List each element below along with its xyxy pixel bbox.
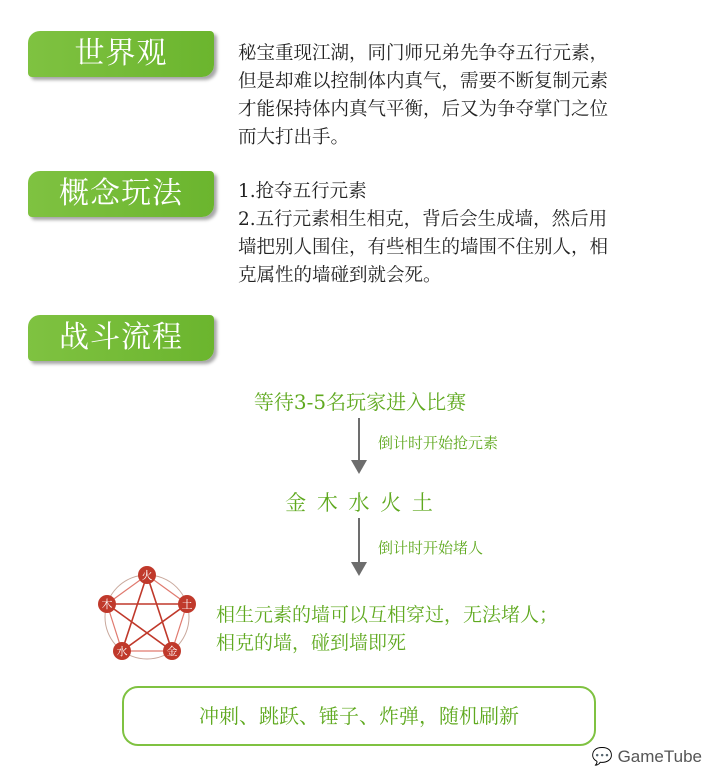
watermark [592, 747, 702, 767]
wuxing-node-label: 水 [116, 645, 128, 658]
wuxing-node-label: 金 [166, 645, 178, 658]
worldview-line: 才能保持体内真气平衡，后又为争夺掌门之位 [238, 99, 609, 120]
wuxing-restraint-star [107, 575, 187, 651]
watermark-text: GameTube [617, 747, 702, 766]
rule-line-1: 相生元素的墙可以互相穿过，无法堵人； [216, 604, 559, 626]
arrow-down-icon [351, 460, 367, 474]
concept-line: 墙把别人围住，有些相生的墙围不住别人，相 [238, 237, 609, 258]
rule-line-2: 相克的墙，碰到墙即死 [216, 632, 407, 654]
concept-line: 1.抢夺五行元素 [238, 181, 367, 202]
section-tag-worldview: 世界观 [28, 31, 214, 77]
wechat-icon: 💬 [591, 747, 613, 766]
worldview-line: 秘宝重现江湖，同门师兄弟先争夺五行元素， [238, 43, 609, 64]
wuxing-cycle-diagram [92, 562, 202, 672]
worldview-line: 而大打出手。 [238, 127, 350, 148]
concept-line: 克属性的墙碰到就会死。 [238, 265, 442, 286]
concept-line: 2.五行元素相生相克，背后会生成墙，然后用 [238, 209, 608, 230]
flow-arrow-2-label: 倒计时开始堵人 [378, 539, 484, 557]
features-text: 冲刺、跳跃、锤子、炸弹，随机刷新 [199, 704, 519, 728]
section-tag-battle: 战斗流程 [28, 315, 214, 361]
flow-arrow-1-label: 倒计时开始抢元素 [378, 434, 499, 452]
worldview-text [238, 40, 698, 152]
flow-arrow-1 [358, 418, 360, 462]
wuxing-node-label: 土 [181, 598, 193, 611]
features-box [122, 686, 596, 746]
section-tag-concept: 概念玩法 [28, 171, 214, 217]
concept-text [238, 178, 698, 290]
flow-step-elements: 金 木 水 火 土 [285, 491, 435, 515]
worldview-line: 但是却难以控制体内真气，需要不断复制元素 [238, 71, 609, 92]
flow-arrow-2 [358, 518, 360, 564]
wuxing-node-label: 火 [141, 569, 153, 582]
flow-step-wait-players: 等待3-5名玩家进入比赛 [253, 390, 467, 414]
wuxing-node-label: 木 [101, 598, 113, 611]
arrow-down-icon [351, 562, 367, 576]
